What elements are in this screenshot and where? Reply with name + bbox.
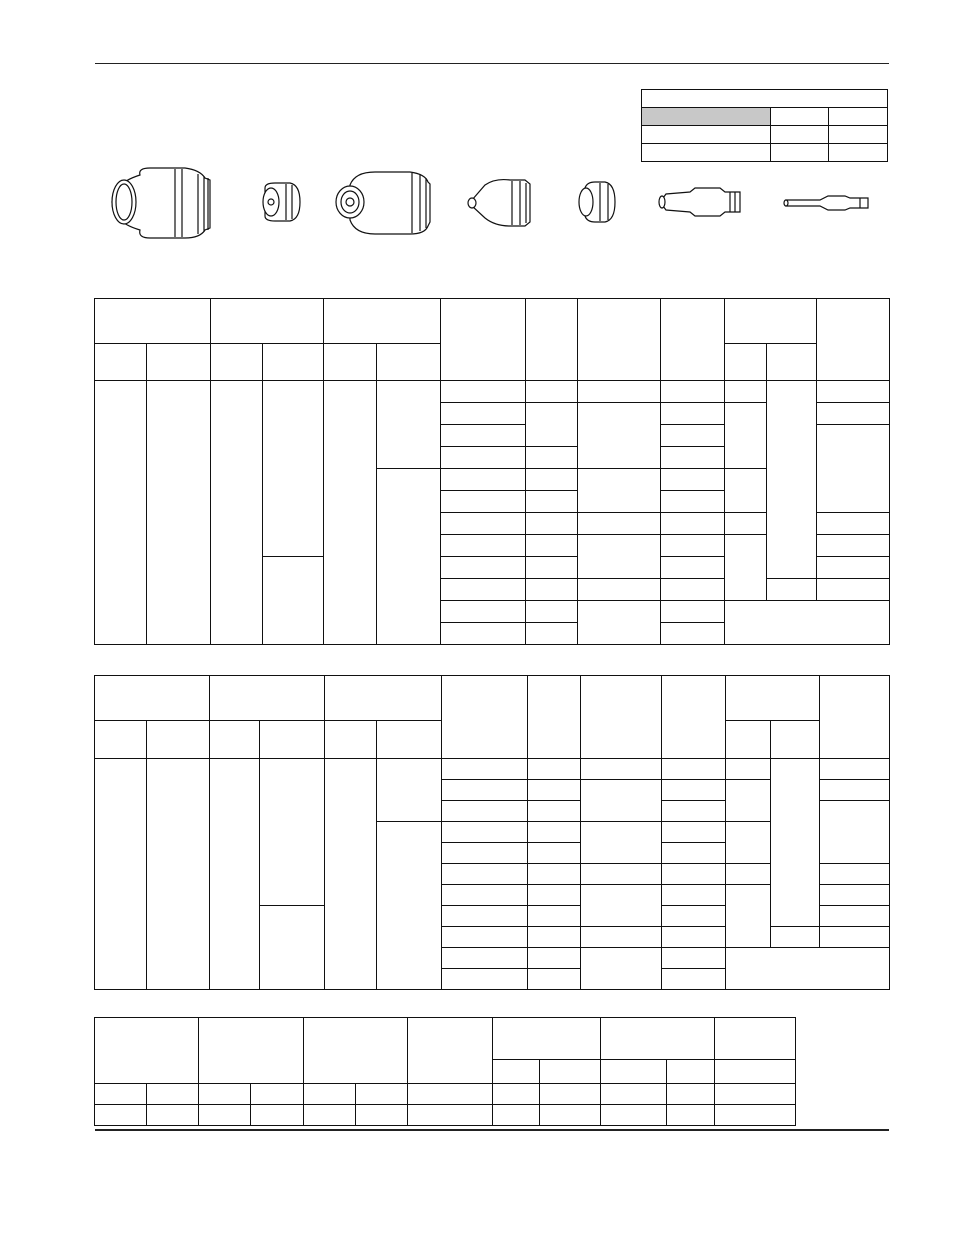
table-cell <box>578 381 661 403</box>
table-cell <box>817 403 890 425</box>
table-cell <box>725 403 767 469</box>
table-cell <box>820 906 890 927</box>
electrode-icon <box>659 188 740 216</box>
table-cell <box>526 535 578 557</box>
table-cell <box>528 759 581 780</box>
table-cell <box>526 299 578 381</box>
swirl-ring-icon <box>579 182 615 222</box>
table-cell <box>528 927 581 948</box>
table-cell <box>95 299 211 344</box>
table-cell <box>540 1060 601 1084</box>
table-cell <box>210 759 260 990</box>
table-cell <box>715 1018 796 1060</box>
footer-rule <box>95 1129 889 1131</box>
table-cell <box>442 822 528 843</box>
table-cell <box>325 676 442 721</box>
table-cell <box>528 906 581 927</box>
table-cell <box>771 108 829 126</box>
table-cell <box>441 535 526 557</box>
table-cell <box>601 1060 667 1084</box>
table-cell <box>408 1084 493 1105</box>
table-cell <box>324 299 441 344</box>
table-cell <box>661 447 725 469</box>
table-cell <box>304 1018 408 1084</box>
table-cell <box>771 927 820 948</box>
consumables-table-2 <box>94 675 890 990</box>
table-cell <box>199 1018 304 1084</box>
table-cell <box>817 425 890 513</box>
consumables-table-1 <box>94 298 890 645</box>
table-cell <box>661 403 725 425</box>
table-cell <box>725 513 767 535</box>
table-cell <box>661 535 725 557</box>
table-cell <box>526 601 578 623</box>
table-cell <box>771 126 829 144</box>
table-cell <box>442 676 528 759</box>
table-cell <box>726 948 890 990</box>
table-cell <box>662 801 726 822</box>
table-cell <box>581 948 662 990</box>
table-cell <box>493 1105 540 1126</box>
table-cell <box>662 969 726 990</box>
table-cell <box>95 759 147 990</box>
table-cell <box>377 759 442 822</box>
table-cell <box>662 843 726 864</box>
table-cell <box>820 759 890 780</box>
table-cell <box>820 801 890 864</box>
shield-icon <box>112 168 210 238</box>
table-cell <box>526 513 578 535</box>
table-cell <box>642 126 771 144</box>
table-cell <box>726 759 771 780</box>
table-cell <box>211 381 263 645</box>
table-cell <box>726 780 771 822</box>
table-cell <box>528 843 581 864</box>
table-cell <box>526 381 578 403</box>
table-cell <box>817 557 890 579</box>
table-cell <box>726 676 820 721</box>
table-cell <box>377 381 441 469</box>
table-cell <box>661 491 725 513</box>
table-cell <box>356 1084 408 1105</box>
table-cell <box>441 403 526 425</box>
table-cell <box>578 579 661 601</box>
table-cell <box>820 885 890 906</box>
table-cell <box>581 864 662 885</box>
table-cell <box>199 1105 251 1126</box>
table-cell <box>493 1060 540 1084</box>
table-cell <box>526 403 578 447</box>
table-cell <box>377 822 442 990</box>
table-cell <box>601 1018 715 1060</box>
table-cell <box>408 1018 493 1084</box>
table-cell <box>493 1018 601 1060</box>
table-cell <box>820 676 890 759</box>
table-cell <box>526 557 578 579</box>
table-cell <box>661 579 725 601</box>
table-cell <box>377 469 441 645</box>
table-cell <box>661 557 725 579</box>
table-cell <box>377 721 442 759</box>
table-cell <box>771 759 820 927</box>
table-cell <box>95 1018 199 1084</box>
table-cell <box>715 1105 796 1126</box>
table-cell <box>528 864 581 885</box>
table-cell <box>95 676 210 721</box>
table-cell <box>442 780 528 801</box>
table-cell <box>581 676 662 759</box>
table-cell <box>441 623 526 645</box>
table-cell <box>324 344 377 381</box>
table-cell <box>578 299 661 381</box>
table-cell <box>442 801 528 822</box>
table-cell <box>95 1105 147 1126</box>
table-cell <box>528 948 581 969</box>
water-tube-icon <box>784 196 868 210</box>
table-cell <box>715 1084 796 1105</box>
table-cell <box>817 299 890 381</box>
table-cell <box>528 885 581 906</box>
table-cell <box>662 759 726 780</box>
table-cell <box>581 822 662 864</box>
table-cell <box>441 425 526 447</box>
table-cell <box>251 1105 304 1126</box>
table-cell <box>578 601 661 645</box>
table-cell <box>442 927 528 948</box>
table-cell <box>304 1105 356 1126</box>
table-cell <box>540 1084 601 1105</box>
table-cell <box>147 1105 199 1126</box>
table-cell <box>601 1084 667 1105</box>
table-cell <box>211 299 324 344</box>
table-cell <box>263 381 324 557</box>
table-cell <box>528 780 581 801</box>
table-cell <box>661 469 725 491</box>
table-cell <box>661 601 725 623</box>
table-cell <box>441 469 526 491</box>
table-cell <box>667 1084 715 1105</box>
table-cell <box>817 381 890 403</box>
table-cell <box>767 381 817 579</box>
table-cell <box>667 1105 715 1126</box>
table-cell <box>771 721 820 759</box>
table-cell <box>441 601 526 623</box>
table-cell <box>725 469 767 513</box>
table-cell <box>528 969 581 990</box>
table-cell <box>725 535 767 601</box>
table-cell <box>441 381 526 403</box>
table-cell <box>442 864 528 885</box>
table-cell <box>601 1105 667 1126</box>
legend-shaded-cell <box>642 108 771 126</box>
table-cell <box>408 1105 493 1126</box>
table-cell <box>726 864 771 885</box>
table-cell <box>662 676 726 759</box>
table-cell <box>263 557 324 645</box>
table-cell <box>817 579 890 601</box>
table-cell <box>726 721 771 759</box>
table-cell <box>526 491 578 513</box>
table-cell <box>95 721 147 759</box>
table-cell <box>667 1060 715 1084</box>
table-cell <box>662 780 726 801</box>
table-cell <box>662 927 726 948</box>
table-cell <box>578 469 661 513</box>
table-cell <box>260 721 325 759</box>
table-cell <box>526 447 578 469</box>
table-cell <box>662 885 726 906</box>
table-cell <box>442 843 528 864</box>
table-cell <box>441 491 526 513</box>
table-cell <box>528 676 581 759</box>
table-cell <box>725 601 890 645</box>
table-cell <box>642 90 888 108</box>
table-cell <box>662 906 726 927</box>
table-cell <box>767 579 817 601</box>
table-cell <box>526 579 578 601</box>
table-cell <box>526 623 578 645</box>
table-cell <box>581 885 662 927</box>
table-cell <box>578 535 661 579</box>
header-rule <box>95 63 889 64</box>
table-cell <box>210 721 260 759</box>
table-cell <box>662 822 726 843</box>
table-cell <box>442 948 528 969</box>
table-cell <box>725 344 767 381</box>
table-cell <box>441 513 526 535</box>
table-cell <box>661 623 725 645</box>
table-cell <box>581 927 662 948</box>
table-cell <box>662 948 726 969</box>
nozzle-retaining-cap-icon <box>263 183 300 221</box>
table-cell <box>526 469 578 491</box>
table-cell <box>829 108 888 126</box>
table-cell <box>540 1105 601 1126</box>
table-cell <box>147 721 210 759</box>
table-cell <box>263 344 324 381</box>
table-cell <box>442 885 528 906</box>
table-cell <box>661 425 725 447</box>
table-cell <box>441 299 526 381</box>
nozzle-icon <box>468 180 530 226</box>
table-cell <box>528 801 581 822</box>
table-cell <box>662 864 726 885</box>
retaining-cap-icon <box>336 172 430 234</box>
table-cell <box>442 759 528 780</box>
consumables-table-3 <box>94 1017 796 1126</box>
table-cell <box>441 557 526 579</box>
table-cell <box>581 780 662 822</box>
table-cell <box>726 822 771 864</box>
table-cell <box>304 1084 356 1105</box>
table-cell <box>260 906 325 990</box>
table-cell <box>528 822 581 843</box>
table-cell <box>442 969 528 990</box>
table-cell <box>95 1084 147 1105</box>
table-cell <box>725 381 767 403</box>
table-cell <box>578 513 661 535</box>
table-cell <box>147 759 210 990</box>
table-cell <box>199 1084 251 1105</box>
consumables-illustration <box>100 150 890 250</box>
table-cell <box>726 885 771 948</box>
table-cell <box>767 344 817 381</box>
table-cell <box>377 344 441 381</box>
table-cell <box>356 1105 408 1126</box>
table-cell <box>578 403 661 469</box>
table-cell <box>817 535 890 557</box>
table-cell <box>441 579 526 601</box>
table-cell <box>325 721 377 759</box>
table-cell <box>211 344 263 381</box>
table-cell <box>251 1084 304 1105</box>
table-cell <box>325 759 377 990</box>
table-cell <box>147 344 211 381</box>
table-cell <box>661 299 725 381</box>
table-cell <box>260 759 325 906</box>
table-cell <box>441 447 526 469</box>
table-cell <box>820 780 890 801</box>
table-cell <box>95 381 147 645</box>
table-cell <box>147 1084 199 1105</box>
table-cell <box>442 906 528 927</box>
table-cell <box>725 299 817 344</box>
table-cell <box>661 513 725 535</box>
table-cell <box>95 344 147 381</box>
table-cell <box>147 381 211 645</box>
table-cell <box>820 864 890 885</box>
table-cell <box>829 126 888 144</box>
table-cell <box>581 759 662 780</box>
table-cell <box>493 1084 540 1105</box>
table-cell <box>817 513 890 535</box>
table-cell <box>715 1060 796 1084</box>
table-cell <box>820 927 890 948</box>
table-cell <box>324 381 377 645</box>
table-cell <box>210 676 325 721</box>
table-cell <box>661 381 725 403</box>
